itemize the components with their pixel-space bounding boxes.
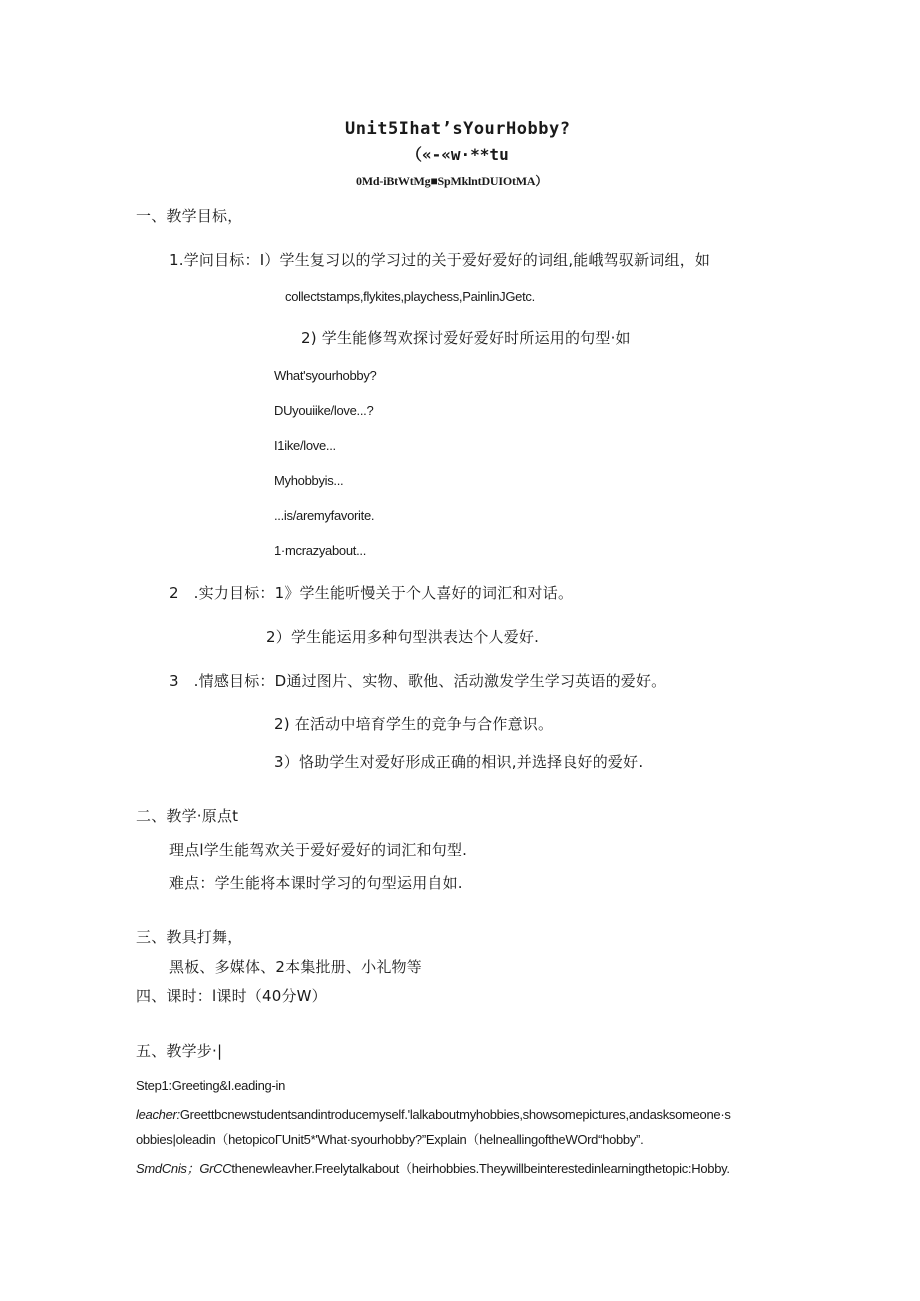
step1-title: Step1:Greeting&I.eading-in — [136, 1078, 286, 1093]
teacher-label: leacher: — [136, 1107, 180, 1122]
knowledge-goal-phrases: collectstamps,flykites,playchess,PainlinJGetc. — [285, 289, 535, 304]
emotion-goal-3: 3）恪助学生对爱好形成正确的相识,并选择良好的爱好. — [274, 753, 644, 771]
sentence-pattern: Myhobbyis... — [274, 473, 344, 488]
teaching-aids-list: 黑板、多媒体、2本集批册、小礼物等 — [169, 958, 422, 976]
students-label: SmdCnis；GrCC — [136, 1161, 232, 1176]
sentence-pattern: What'syourhobby? — [274, 368, 377, 383]
section-heading-class-hours: 四、课时：l课时（40分W） — [136, 987, 327, 1005]
document-title: Unit5Ihat’sYourHobby? — [345, 119, 571, 139]
sentence-pattern: 1·mcrazyabout... — [274, 543, 367, 558]
sentence-pattern: ...is/aremyfavorite. — [274, 508, 375, 523]
section-heading-teaching-aids: 三、教具打舞， — [136, 928, 243, 946]
ability-goal: 2 .实力目标：1》学生能听慢关于个人喜好的词汇和对话。 — [169, 584, 574, 602]
difficult-point: 难点：学生能将本课时学习的句型运用自如. — [169, 874, 463, 892]
teacher-text: Greettbcnewstudentsandintroducemyself.'lalkaboutmyhobbies,showsomepictures,andasksomeone·s — [179, 1107, 731, 1122]
section-heading-key-points: 二、教学·原点t — [136, 807, 239, 825]
sentence-pattern: DUyouiike/love...? — [274, 403, 374, 418]
emotion-goal-2: 2) 在活动中培育学生的竞争与合作意识。 — [274, 715, 554, 733]
document-subtitle: （«-«w·**tu — [406, 145, 509, 164]
emotion-goal: 3 .情感目标：D通过图片、实物、歌他、活动激发学生学习英语的爱好。 — [169, 672, 667, 690]
section-heading-teaching-steps: 五、教学步·| — [136, 1042, 223, 1060]
students-text: thenewleavher.Freelytalkabout（heirhobbies.Theywillbeinterestedinlearningthetopic:Hobby. — [231, 1161, 730, 1176]
key-point: 理点l学生能驾欢关于爱好爱好的词汇和句型. — [169, 841, 468, 859]
document-subtitle-english: 0Md-iBtWtMg■SpMklntDUIOtMA） — [356, 174, 548, 188]
knowledge-goal: 1.学问目标：I）学生复习以的学习过的关于爱好爱好的词组,能峨驾驭新词组，如 — [169, 251, 711, 269]
section-heading-objectives: 一、教学目标， — [136, 207, 243, 225]
students-paragraph — [136, 1162, 730, 1175]
sentence-pattern: I1ike/love... — [274, 438, 336, 453]
teacher-paragraph — [136, 1108, 731, 1121]
knowledge-goal-patterns-intro: 2) 学生能修驾欢探讨爱好爱好时所运用的句型·如 — [301, 329, 631, 347]
ability-goal-2: 2）学生能运用多种句型洪表达个人爱好. — [266, 628, 540, 646]
teacher-paragraph-continued: obbies|oleadin（hetopicoΓUnit5*'What·syourhobby?”Explain（helneallingoftheWOrd“hobby”. — [136, 1132, 644, 1147]
